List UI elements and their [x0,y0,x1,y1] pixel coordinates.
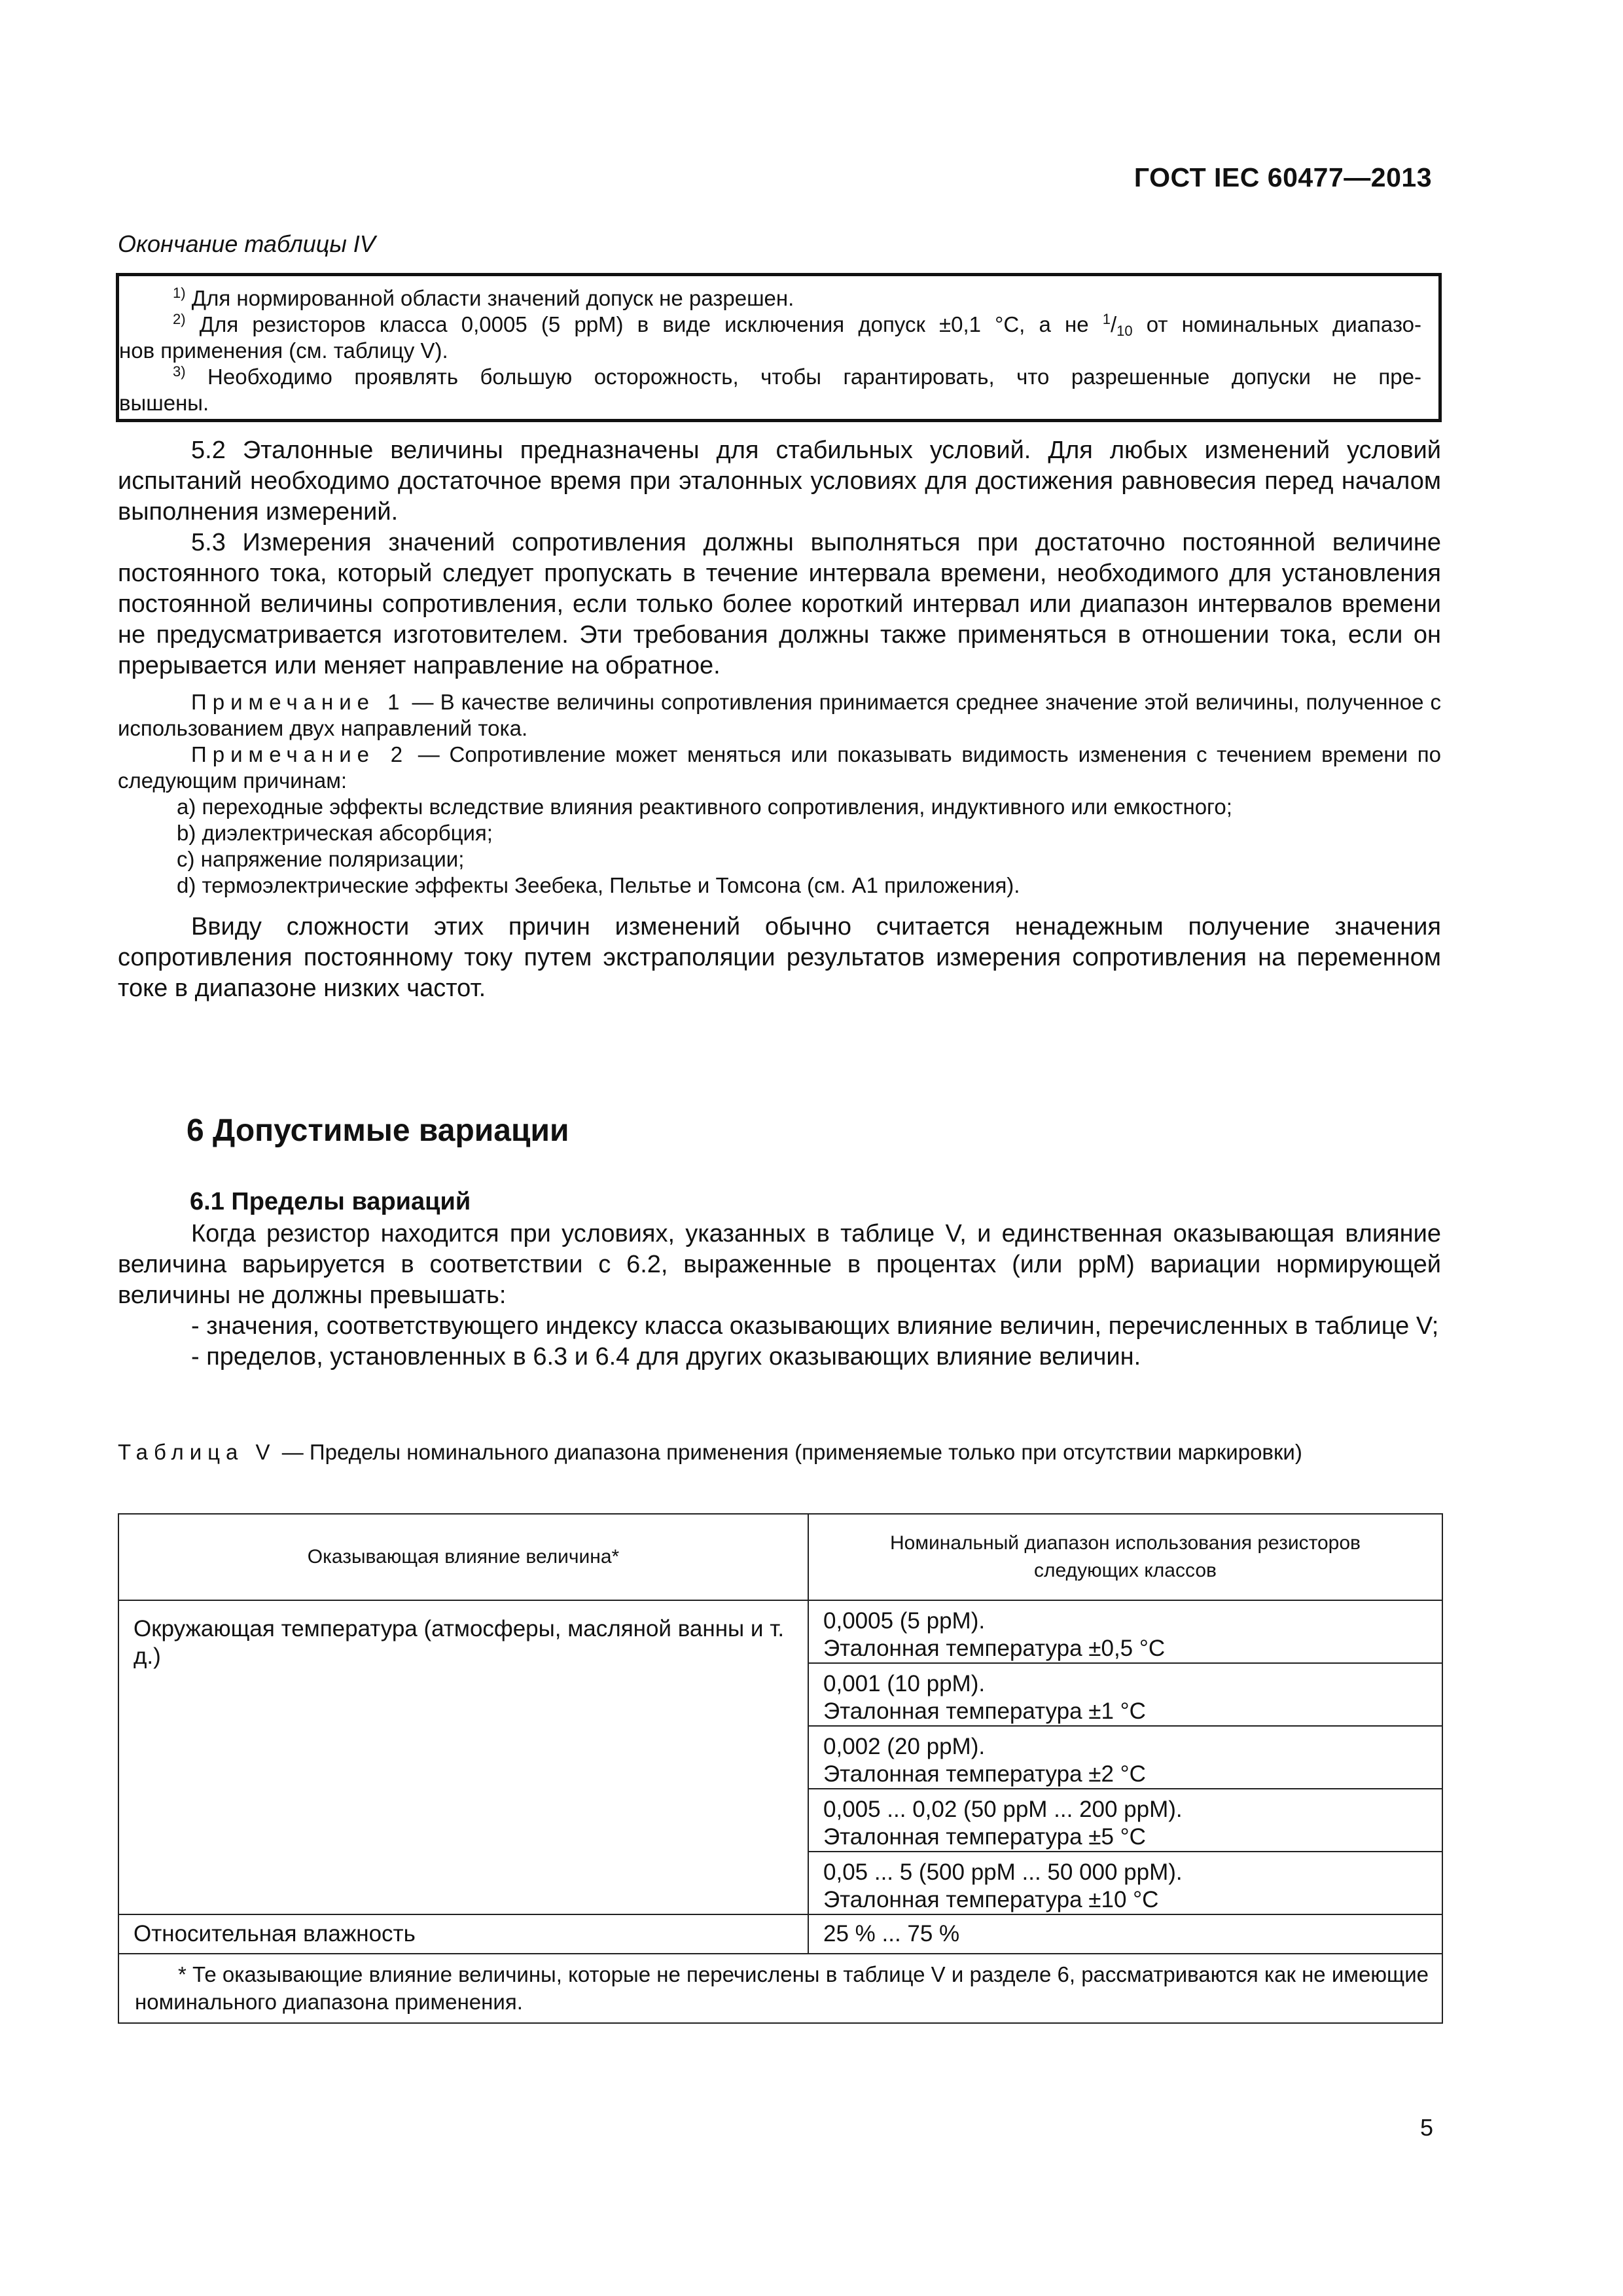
class-value: 0,002 (20 ppM). [823,1734,986,1759]
table-row [118,1600,1442,1663]
fraction-numerator: 1 [1102,311,1111,327]
note-1-paragraph [118,689,1441,742]
reference-temperature: Эталонная температура ±5 °С [823,1824,1146,1850]
header-range: Номинальный диапазон использования резисторов следующих классов [808,1514,1442,1600]
list-item: d) термоэлектрические эффекты Зеебека, Пельтье и Томсона (см. А1 приложения). [177,873,1020,897]
document-code: ГОСТ IEC 60477—2013 [1133,162,1432,192]
note-2-body: — Сопротивление может меняться или показывать видимость изменения с течением времени по следующим причинам: [118,742,1441,793]
note-1 [119,285,1421,312]
range-cell [808,1600,1442,1663]
note-2-text-b: от номинальных диапазо- [1132,312,1421,336]
list-item: c) напряжение поляризации; [177,847,465,871]
note-2-continued: нов применения (см. таблицу V). [119,338,448,363]
table-iv-notes-box [116,273,1442,422]
class-value: 0,0005 (5 ppM). [823,1608,986,1634]
reference-temperature: Эталонная температура ±0,5 °С [823,1636,1166,1661]
note-3-mark: 3) [173,363,186,380]
reference-temperature: Эталонная температура ±10 °С [823,1887,1159,1912]
table-footnote-row [118,1954,1442,2023]
paragraph-6-1: Когда резистор находится при условиях, указанных в таблице V, и единственная оказывающая влияние величина варьируется в соответствии с 6.2, выраженные в процентах (или ppM) вариации нормирующей величины не должны превышать: [118,1220,1441,1309]
class-value: 0,05 ... 5 (500 ppM ... 50 000 ppM). [823,1859,1183,1885]
header-quantity: Оказывающая влияние величина* [118,1514,808,1600]
range-cell [808,1726,1442,1789]
closing-paragraph: Ввиду сложности этих причин изменений обычно считается ненадежным получение значения сопротивления постоянному току путем экстраполяции результатов измерения сопротивления на переменном токе в диапазоне низких частот. [118,913,1441,1002]
table-v-title: — Пределы номинального диапазона применения (применяемые только при отсутствии маркировки) [276,1440,1302,1464]
note-2-mark: 2) [173,311,186,327]
table-row [118,1914,1442,1954]
range-cell [808,1852,1442,1914]
page-number: 5 [1419,2114,1433,2141]
note-1-text: Для нормированной области значений допуск не разрешен. [185,286,794,310]
list-item: b) диэлектрическая абсорбция; [177,821,493,845]
footnote-text: * Те оказывающие влияние величины, которые не перечислены в таблице V и разделе 6, рассматриваются как не имеющие номинального диапазона применения. [135,1962,1429,2014]
table-v [118,1513,1443,2024]
range-cell [808,1789,1442,1852]
note-2-paragraph [118,742,1441,794]
table-v-label: Таблица V [118,1440,276,1464]
table-footnote [118,1954,1442,2023]
subsection-6-1-title: 6.1 Пределы вариаций [190,1188,471,1215]
note-3-text: Необходимо проявлять большую осторожность, чтобы гарантировать, что разрешенные допуски не пре- [185,365,1421,389]
note-3 [119,364,1421,390]
note-3-continued: вышены. [119,391,209,415]
table-header-row [118,1514,1442,1600]
bullet-item: - пределов, установленных в 6.3 и 6.4 для других оказывающих влияние величин. [191,1343,1141,1371]
temperature-label-cell: Окружающая температура (атмосферы, масляной ванны и т. д.) [118,1600,808,1914]
table-v-caption [118,1439,1441,1466]
bullet-item: - значения, соответствующего индексу класса оказывающих влияние величин, перечисленных в таблице V; [191,1312,1439,1340]
class-value: 0,001 (10 ppM). [823,1671,986,1696]
notes-block [118,689,1441,899]
note-2 [119,312,1421,338]
reference-temperature: Эталонная температура ±1 °С [823,1698,1146,1724]
class-value: 0,005 ... 0,02 (50 ppM ... 200 ppM). [823,1797,1183,1822]
fraction-slash: / [1110,312,1117,336]
note-1-mark: 1) [173,285,186,301]
fraction-denominator: 10 [1116,323,1133,339]
list-item: a) переходные эффекты вследствие влияния реактивного сопротивления, индуктивного или емкостного; [177,795,1232,819]
reference-temperature: Эталонная температура ±2 °С [823,1761,1146,1787]
note-2-text-a: Для резисторов класса 0,0005 (5 ppM) в виде исключения допуск ±0,1 °С, а не [185,312,1103,336]
note-2-label: Примечание 2 [191,742,409,766]
note-1-body: — В качестве величины сопротивления принимается среднее значение этой величины, полученное с использованием двух направлений тока. [118,690,1442,740]
note-1-label: Примечание 1 [191,690,406,714]
paragraph-5-2: 5.2 Эталонные величины предназначены для стабильных условий. Для любых изменений условий испытаний необходимо достаточное время при эталонных условиях для достижения равновесия перед началом выполнения измерений. [118,437,1441,526]
range-cell [808,1663,1442,1726]
table-continuation-caption: Окончание таблицы IV [118,230,376,257]
humidity-label-cell: Относительная влажность [118,1914,808,1954]
section-6-title: 6 Допустимые вариации [187,1113,569,1148]
humidity-value-cell: 25 % ... 75 % [808,1914,1442,1954]
paragraph-5-3: 5.3 Измерения значений сопротивления должны выполняться при достаточно постоянной величине постоянного тока, который следует пропускать в течение интервала времени, необходимого для установления постоянной величины сопротивления, если только более короткий интервал или диапазон интервалов времени не предусматривается изготовителем. Эти требования должны также применяться в отношении тока, если он прерывается или меняет направление на обратное. [118,529,1441,679]
section-5-body [118,435,1441,1004]
section-6-1-body [118,1219,1441,1372]
